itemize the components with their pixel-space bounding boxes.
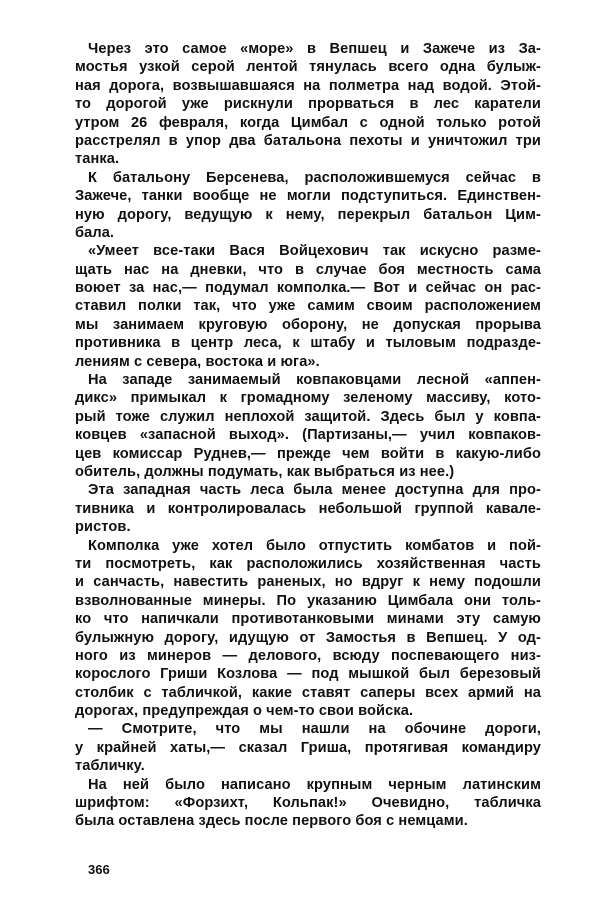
text-line: то дорогой уже рискнули прорваться в лес каратели — [75, 96, 541, 113]
text-line: ристов. — [75, 519, 131, 536]
text-line: корослого Гриши Козлова — под мышкой был березовый — [75, 666, 541, 683]
text-line: шрифтом: «Форзихт, Кольпак!» Очевидно, табличка — [75, 795, 541, 812]
text-line: Эта западная часть леса была менее доступна для про- — [88, 482, 541, 499]
text-line: расстрелял в упор два батальона пехоты и уничтожил три — [75, 132, 541, 149]
text-line: бала. — [75, 224, 115, 241]
text-line: рый тоже служил неплохой защитой. Здесь был у ковпа- — [75, 408, 541, 425]
text-line: ти посмотреть, как расположились хозяйственная часть — [75, 555, 541, 572]
text-line: Комполка уже хотел было отпустить комбатов и пой- — [88, 537, 541, 554]
paragraph — [75, 40, 541, 169]
text-line: ную дорогу, ведущую к нему, перекрыл батальон Цим- — [75, 206, 541, 223]
text-line: «Умеет все-таки Вася Войцехович так искусно разме- — [88, 243, 541, 260]
text-line: — Смотрите, что мы нашли на обочине дороги, — [88, 721, 541, 738]
text-line: столбик с табличкой, какие ставят саперы всех армий на — [75, 684, 541, 701]
text-line: обитель, должны подумать, как выбраться из нее.) — [75, 463, 455, 480]
text-line: На ней было написано крупным черным латинским — [88, 776, 541, 793]
text-line: ковцев «запасной выход». (Партизаны,— учил ковпаков- — [75, 427, 541, 444]
text-line: Через это самое «море» в Вепшец и Зажече из За- — [88, 41, 541, 57]
text-line: у крайней хаты,— сказал Гриша, протягивая командиру — [75, 739, 541, 756]
text-line: табличку. — [75, 758, 145, 775]
text-line: ная дорога, возвышавшаяся на полметра над водой. Этой- — [75, 77, 541, 94]
text-line: ного из минеров — делового, всюду поспевающего низ- — [75, 647, 541, 664]
text-line: тивника и контролировалась небольшой группой кавале- — [75, 500, 541, 517]
paragraph — [75, 371, 541, 481]
text-line: противника в центр леса, к штабу и тыловым подразде- — [75, 335, 541, 352]
paragraph — [75, 242, 541, 371]
paragraph — [75, 481, 541, 536]
paragraph — [75, 776, 541, 831]
text-line: и санчасть, навестить раненых, но вдруг к нему подошли — [75, 574, 541, 591]
text-line: дикс» примыкал к громадному зеленому массиву, кото- — [75, 390, 541, 407]
text-line: была оставлена здесь после первого боя с немцами. — [75, 813, 468, 830]
text-line: дорогах, предупреждая о чем-то свои войска. — [75, 703, 414, 720]
text-line: Зажече, танки вообще не могли подступиться. Единствен- — [75, 188, 541, 205]
text-line: ставил полки так, что уже самим своим расположением — [75, 298, 541, 315]
text-line: мостья узкой серой лентой тянулась всего одна булыж- — [75, 59, 541, 76]
text-line: взволнованные минеры. По указанию Цимбала они толь- — [75, 592, 541, 609]
paragraph — [75, 720, 541, 775]
text-line: мы занимаем круговую оборону, не допуская прорыва — [75, 316, 541, 333]
text-line: ко что напичкали противотанковыми минами эту самую — [75, 611, 541, 628]
page-number: 366 — [88, 862, 110, 877]
text-line: лениям с севера, востока и юга». — [75, 353, 320, 370]
text-line: щать нас на дневки, что в случае боя местность сама — [75, 261, 541, 278]
text-line: На западе занимаемый ковпаковцами лесной «аппен- — [88, 372, 541, 389]
book-page-text — [75, 40, 541, 831]
text-line: танка. — [75, 151, 120, 168]
paragraph — [75, 169, 541, 243]
text-line: булыжную дорогу, идущую от Замостья в Вепшец. У од- — [75, 629, 541, 646]
text-line: утром 26 февраля, когда Цимбал с одной только ротой — [75, 114, 541, 131]
text-line: К батальону Берсенева, расположившемуся сейчас в — [88, 169, 541, 186]
text-line: воюет за нас,— подумал комполка.— Вот и сейчас он рас- — [75, 280, 541, 297]
paragraph — [75, 537, 541, 721]
text-line: цев комиссар Руднев,— прежде чем войти в какую-либо — [75, 445, 541, 462]
